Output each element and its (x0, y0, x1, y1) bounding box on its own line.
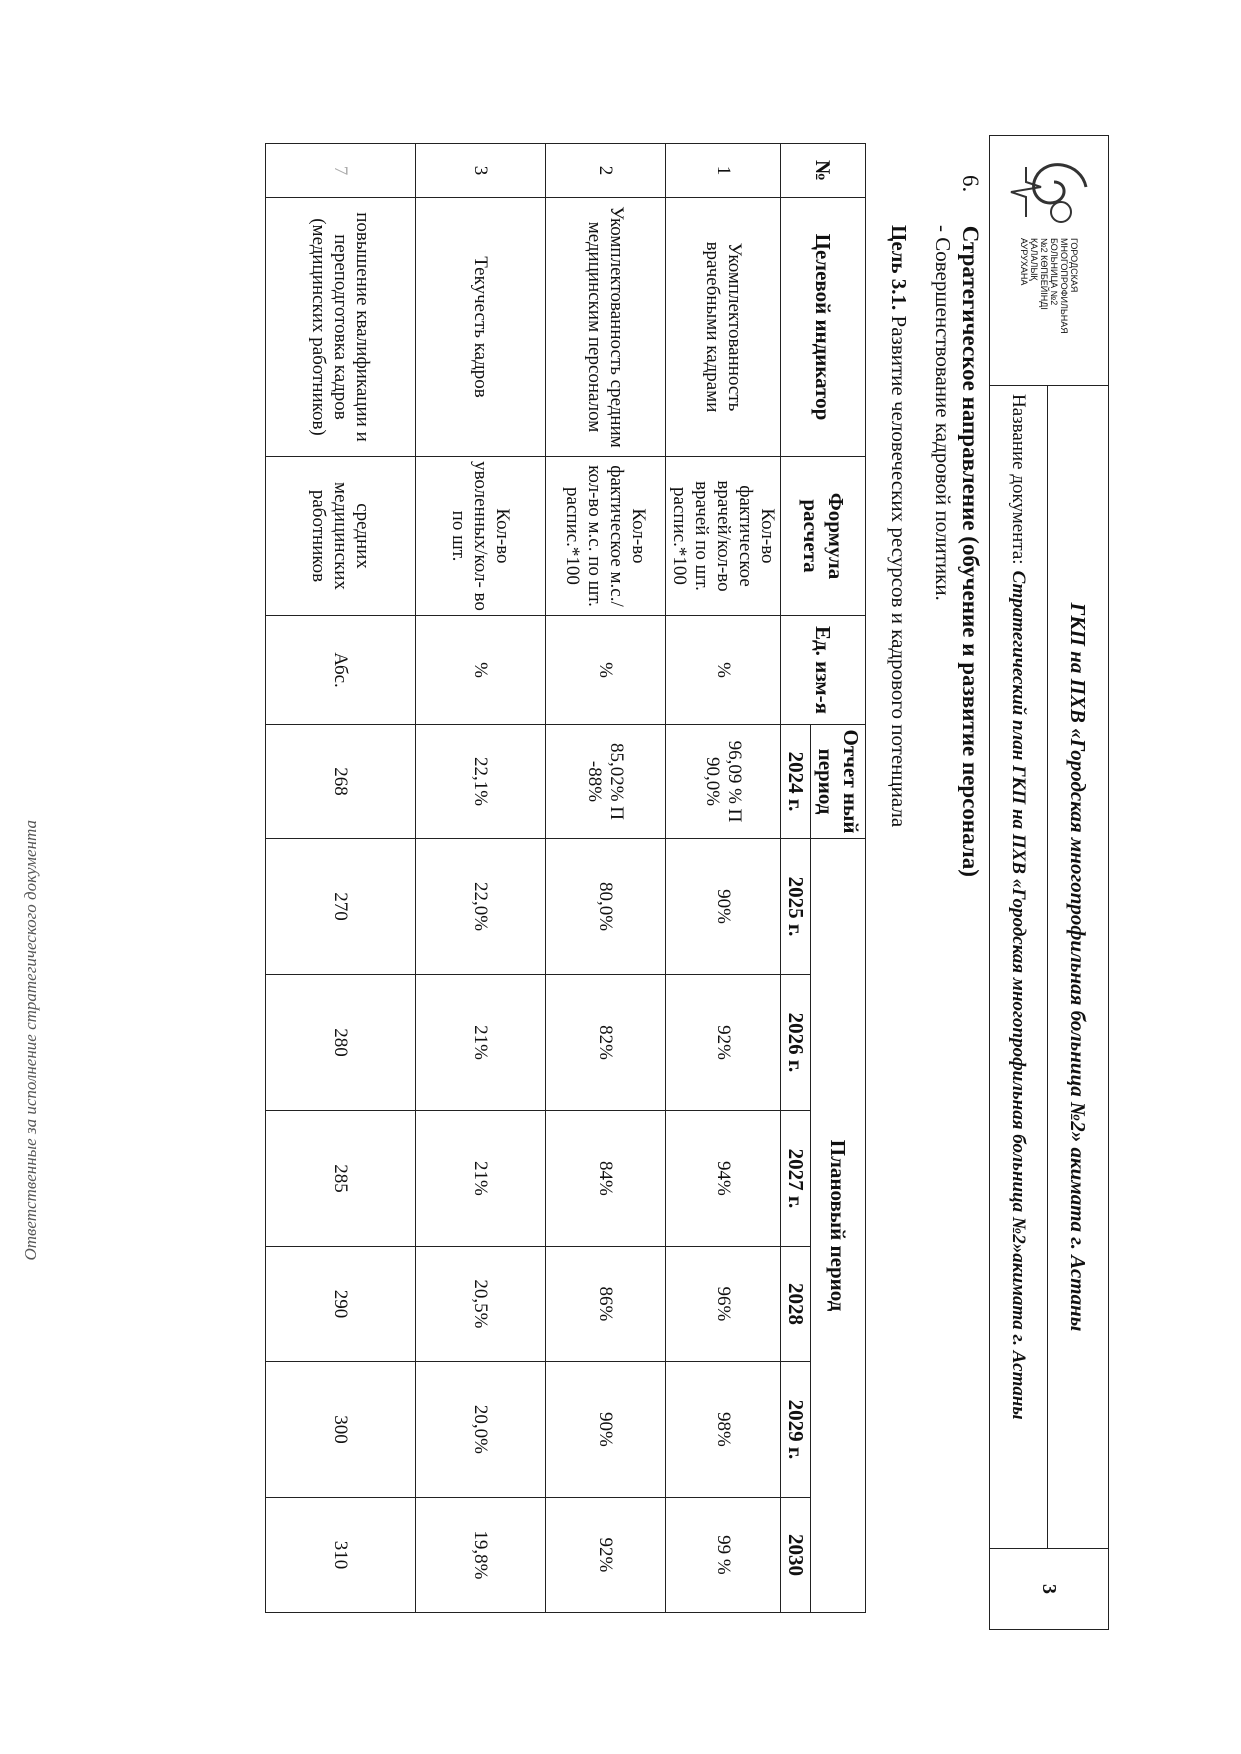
row-value: 82% (546, 974, 666, 1110)
row-value: 96% (666, 1246, 781, 1361)
row-value: 98% (666, 1361, 781, 1497)
year-cell: 2028 (781, 1246, 811, 1361)
row-value: 84% (546, 1110, 666, 1246)
goal-heading (886, 225, 911, 827)
goal-label: Цель 3.1. (887, 225, 911, 311)
table-header-row (811, 144, 866, 1613)
row-value: 20,5% (416, 1246, 546, 1361)
section-subtitle: - Совершенствование кадровой политики. (931, 225, 955, 601)
organization-name: ГКП на ПХВ «Городская многопрофильная больница №2» акимата г. Астаны (1047, 386, 1108, 1548)
row-value: 92% (546, 1497, 666, 1612)
col-num-header: № (781, 144, 866, 198)
logo-line: МНОГОПРОФИЛЬНАЯ (1059, 238, 1069, 334)
section-heading (957, 175, 983, 877)
goal-text: Развитие человеческих ресурсов и кадрового потенциала (887, 315, 911, 828)
section-number: 6. (958, 175, 983, 193)
document-name: Стратегический план ГКП на ПХВ «Городская многопрофильная больница №2»акимата г. Астаны (1008, 570, 1030, 1420)
footer-note: Ответственные за исполнение стратегического документа (21, 820, 40, 1261)
col-report-header: Отчет ный период (811, 725, 866, 839)
logo-line: БОЛЬНИЦА №2 (1049, 238, 1059, 306)
year-cell: 2030 (781, 1497, 811, 1612)
section-title: Стратегическое направление (обучение и развитие персонала) (958, 225, 983, 877)
row-formula: Кол-во уволенных/кол- во по шт. (416, 457, 546, 616)
page-number: 3 (990, 1548, 1108, 1629)
year-cell: 2025 г. (781, 839, 811, 975)
row-indicator: Укомплектованность средним медицинским персоналом (546, 198, 666, 457)
year-cell: 2026 г. (781, 974, 811, 1110)
document-name-label: Название документа: (1008, 394, 1030, 565)
row-formula: Кол-во фактическое м.с./кол-во м.с. по шт. распис.*100 (546, 457, 666, 616)
row-value: 86% (546, 1246, 666, 1361)
row-value: 290 (266, 1246, 416, 1361)
row-value: 22,1% (416, 725, 546, 839)
col-formula-header: Формула расчета (781, 457, 866, 616)
row-value: 90% (666, 839, 781, 975)
row-value: 285 (266, 1110, 416, 1246)
logo-line: АУРУХАНА (1019, 238, 1029, 286)
year-cell: 2029 г. (781, 1361, 811, 1497)
col-unit-header: Ед. изм-я (781, 616, 866, 725)
table-row (416, 144, 546, 1613)
row-value: 19,8% (416, 1497, 546, 1612)
hospital-logo (990, 136, 1108, 386)
row-num: 7 (266, 144, 416, 198)
hospital-emblem-icon (1002, 142, 1097, 232)
row-value: 300 (266, 1361, 416, 1497)
logo-line: ҚАЛАЛЫҚ (1029, 238, 1039, 281)
row-value: 270 (266, 839, 416, 975)
row-num: 1 (666, 144, 781, 198)
row-indicator: повышение квалификации и переподготовка кадров (медицинских работников) (266, 198, 416, 457)
year-cell: 2024 г. (781, 725, 811, 839)
row-value: 85,02% П -88% (546, 725, 666, 839)
col-plan-header: Плановый период (811, 839, 866, 1613)
table-row (266, 144, 416, 1613)
header-middle (990, 386, 1108, 1548)
indicators-table (265, 143, 866, 1613)
row-unit: Абс. (266, 616, 416, 725)
row-unit: % (416, 616, 546, 725)
row-value: 21% (416, 1110, 546, 1246)
year-cell: 2027 г. (781, 1110, 811, 1246)
row-value: 99 % (666, 1497, 781, 1612)
row-indicator: Укомплектованность врачебными кадрами (666, 198, 781, 457)
col-indicator-header: Целевой индикатор (781, 198, 866, 457)
row-value: 90% (546, 1361, 666, 1497)
document-header (989, 135, 1109, 1630)
row-value: 22,0% (416, 839, 546, 975)
table-row (546, 144, 666, 1613)
row-value: 21% (416, 974, 546, 1110)
row-unit: % (666, 616, 781, 725)
row-value: 80,0% (546, 839, 666, 975)
row-value: 96,09 % П 90,0% (666, 725, 781, 839)
row-value: 20,0% (416, 1361, 546, 1497)
row-formula: средних медицинских работников (266, 457, 416, 616)
row-indicator: Текучесть кадров (416, 198, 546, 457)
row-unit: % (546, 616, 666, 725)
row-value: 280 (266, 974, 416, 1110)
row-value: 94% (666, 1110, 781, 1246)
row-value: 92% (666, 974, 781, 1110)
row-value: 268 (266, 725, 416, 839)
logo-line: №2 КӨПБЕЙІНДІ (1039, 238, 1049, 310)
table-row (666, 144, 781, 1613)
logo-text (1019, 238, 1079, 334)
document-name-row (990, 386, 1047, 1548)
logo-line: ГОРОДСКАЯ (1069, 238, 1079, 293)
row-value: 310 (266, 1497, 416, 1612)
row-num: 2 (546, 144, 666, 198)
row-num: 3 (416, 144, 546, 198)
row-formula: Кол-во фактическое врачей/кол-во врачей по шт. распис.*100 (666, 457, 781, 616)
